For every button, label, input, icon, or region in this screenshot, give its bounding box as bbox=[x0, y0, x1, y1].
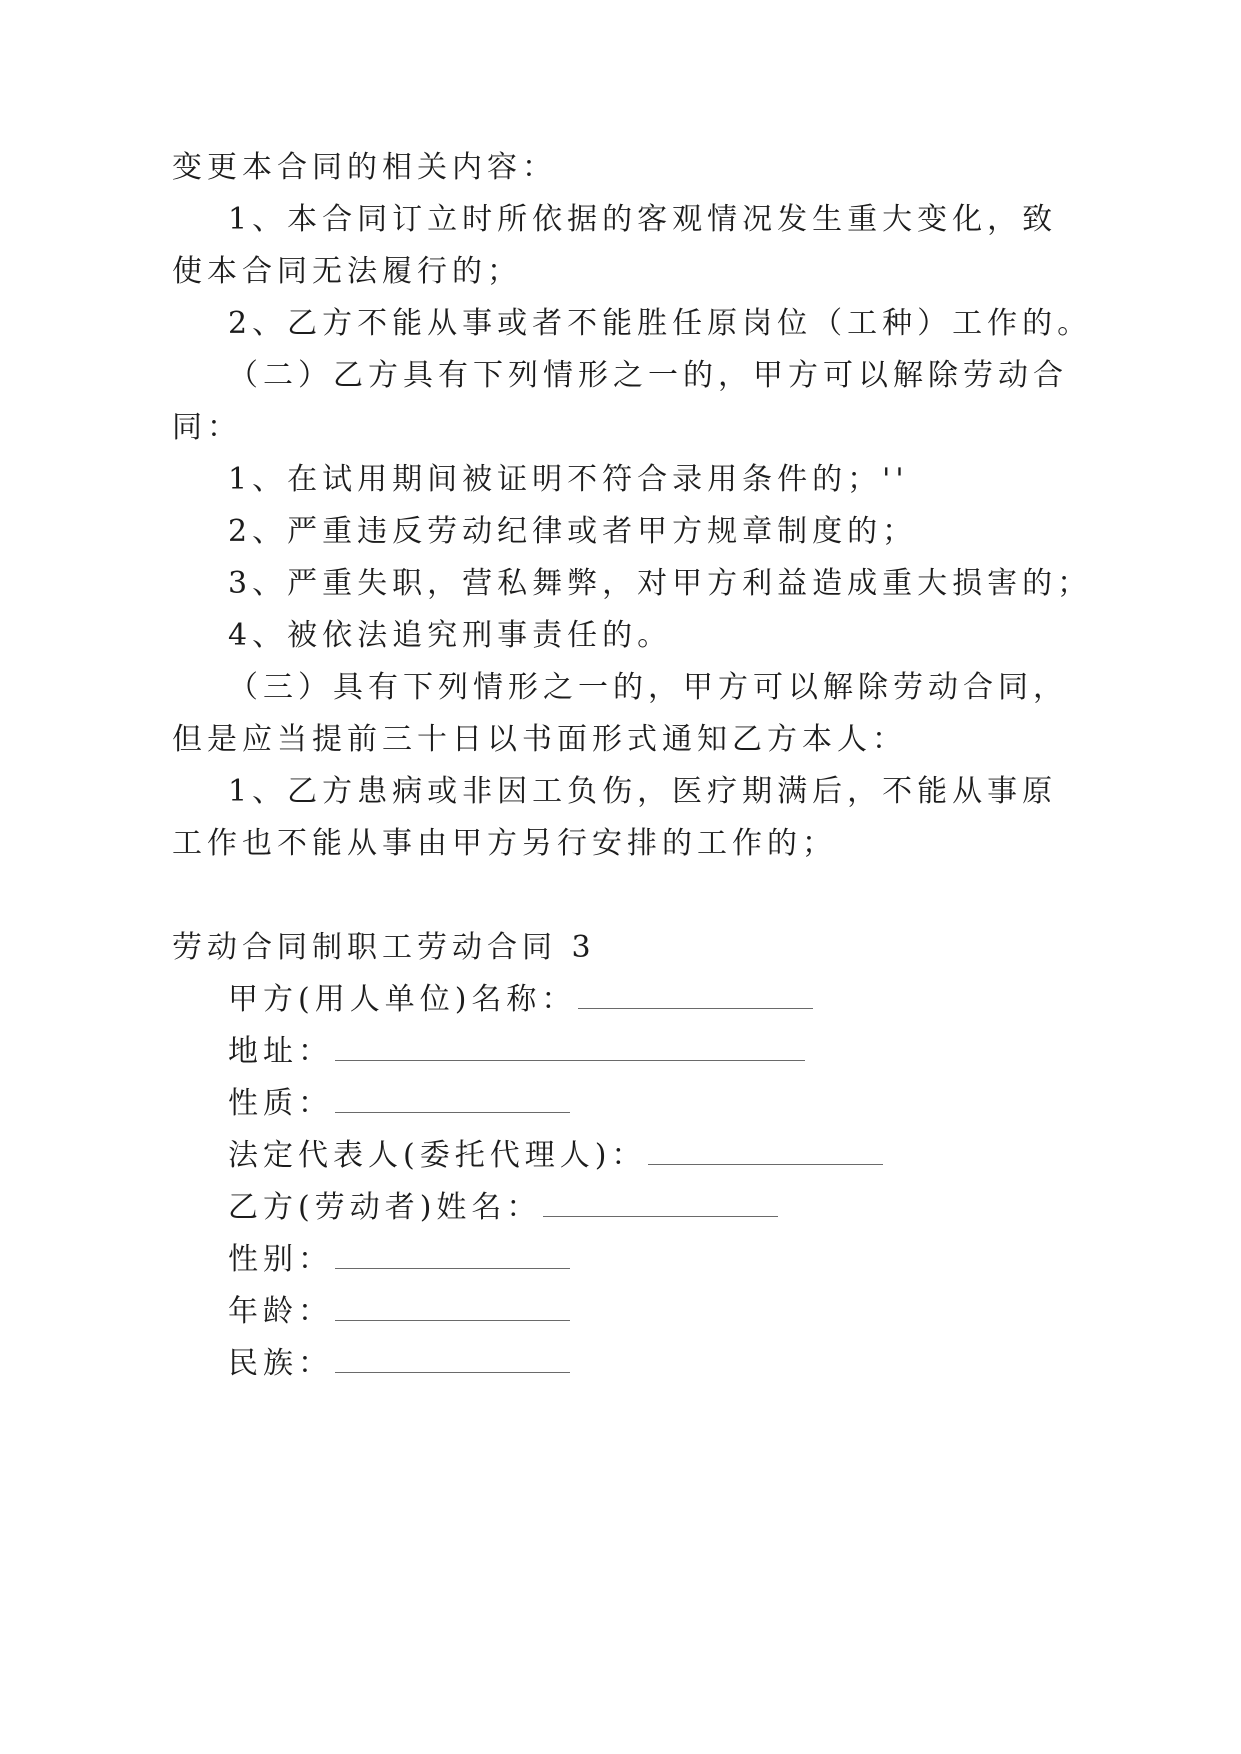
form-field-employer-name bbox=[228, 980, 813, 1020]
text-line: 4、被依法追究刑事责任的。 bbox=[228, 618, 673, 653]
fill-blank bbox=[335, 1350, 570, 1373]
text-line: 同： bbox=[172, 410, 242, 445]
fill-blank bbox=[648, 1142, 883, 1165]
section-title: 劳动合同制职工劳动合同 3 bbox=[172, 930, 596, 965]
field-label: 法定代表人(委托代理人)： bbox=[228, 1138, 647, 1173]
text-line: （二）乙方具有下列情形之一的，甲方可以解除劳动合 bbox=[228, 358, 1068, 393]
form-field-ethnicity bbox=[228, 1344, 570, 1384]
fill-blank bbox=[578, 986, 813, 1009]
text-line: 1、乙方患病或非因工负伤，医疗期满后，不能从事原 bbox=[228, 774, 1058, 809]
form-field-address bbox=[228, 1032, 805, 1072]
field-label: 甲方(用人单位)名称： bbox=[228, 982, 577, 1017]
form-field-employee-name bbox=[228, 1188, 778, 1228]
field-label: 年龄： bbox=[228, 1294, 333, 1329]
text-line: （三）具有下列情形之一的，甲方可以解除劳动合同， bbox=[228, 670, 1068, 705]
text-line: 变更本合同的相关内容： bbox=[172, 150, 557, 185]
fill-blank bbox=[335, 1298, 570, 1321]
fill-blank bbox=[335, 1246, 570, 1269]
text-line: 2、严重违反劳动纪律或者甲方规章制度的； bbox=[228, 514, 918, 549]
field-label: 乙方(劳动者)姓名： bbox=[228, 1190, 542, 1225]
text-line: 3、严重失职，营私舞弊，对甲方利益造成重大损害的； bbox=[228, 566, 1093, 601]
field-label: 地址： bbox=[228, 1034, 333, 1069]
field-label: 性别： bbox=[228, 1242, 333, 1277]
text-line: 2、乙方不能从事或者不能胜任原岗位（工种）工作的。 bbox=[228, 306, 1093, 341]
field-label: 民族： bbox=[228, 1346, 333, 1381]
form-field-age bbox=[228, 1292, 570, 1332]
fill-blank bbox=[335, 1038, 805, 1061]
fill-blank bbox=[543, 1194, 778, 1217]
field-label: 性质： bbox=[228, 1086, 333, 1121]
text-line: 但是应当提前三十日以书面形式通知乙方本人： bbox=[172, 722, 907, 757]
fill-blank bbox=[335, 1090, 570, 1113]
form-field-gender bbox=[228, 1240, 570, 1280]
form-field-nature bbox=[228, 1084, 570, 1124]
text-line: 工作也不能从事由甲方另行安排的工作的； bbox=[172, 826, 837, 861]
text-line: 使本合同无法履行的； bbox=[172, 254, 522, 289]
form-field-legal-representative bbox=[228, 1136, 883, 1176]
text-line: 1、本合同订立时所依据的客观情况发生重大变化，致 bbox=[228, 202, 1058, 237]
text-line: 1、在试用期间被证明不符合录用条件的；'' bbox=[228, 462, 909, 497]
